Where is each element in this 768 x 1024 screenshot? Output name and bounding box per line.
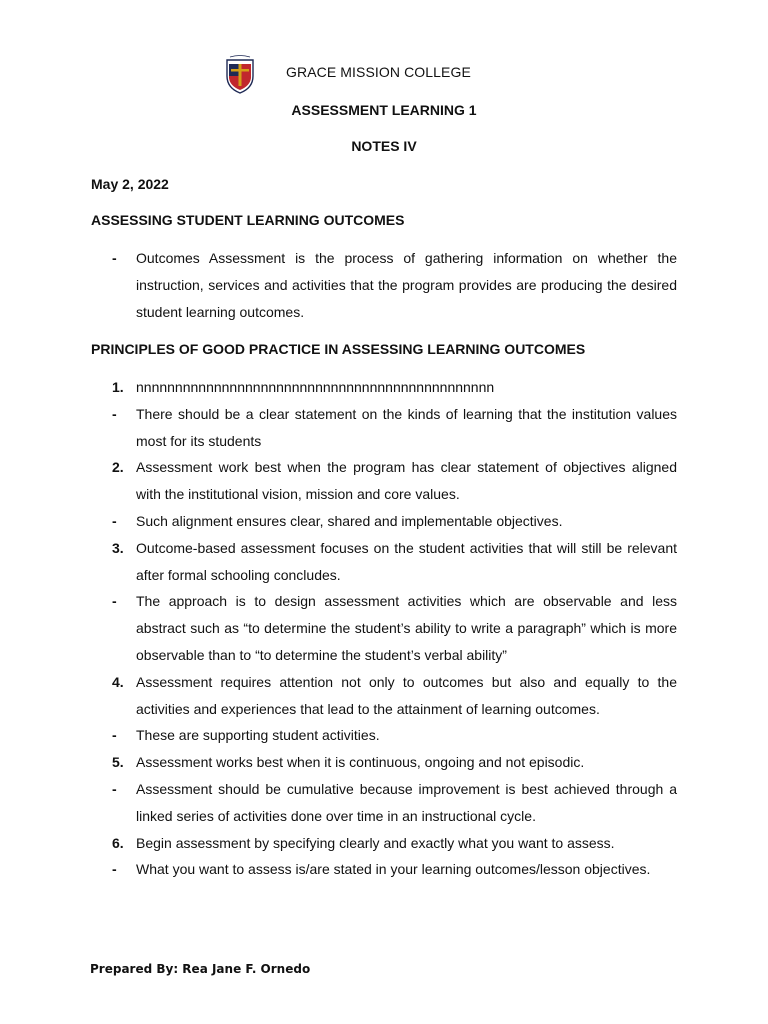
list-marker: 2.: [112, 459, 124, 476]
list-item: [91, 830, 677, 857]
list-item-text: What you want to assess is/are stated in your learning outcomes/lesson objectives.: [136, 861, 651, 878]
list-marker: 4.: [112, 673, 124, 690]
list-item: [91, 508, 677, 535]
college-name: GRACE MISSION COLLEGE: [286, 64, 471, 80]
bullet-marker: -: [112, 250, 117, 266]
list-item-text: Assessment work best when the program has clear statement of objectives aligned with the institutional vision, mission and core values.: [136, 459, 677, 503]
list-item-text: Such alignment ensures clear, shared and implementable objectives.: [136, 512, 563, 529]
list-marker: -: [112, 593, 117, 610]
list-item: [91, 749, 677, 776]
list-item: [91, 454, 677, 508]
list-item-text: Outcome-based assessment focuses on the student activities that will still be relevant after formal schooling concludes.: [136, 539, 677, 583]
document-date: May 2, 2022: [91, 176, 169, 192]
list-item-text: Assessment requires attention not only to outcomes but also and equally to the activities and experiences that lead to the attainment of learning outcomes.: [136, 673, 677, 717]
list-marker: -: [112, 727, 117, 744]
list-item: [91, 776, 677, 830]
list-marker: -: [112, 780, 117, 797]
list-item-text: There should be a clear statement on the kinds of learning that the institution values most for its students: [136, 405, 677, 449]
document-subtitle: NOTES IV: [351, 138, 417, 154]
list-item: [91, 856, 677, 883]
list-item-text: Assessment should be cumulative because improvement is best achieved through a linked series of activities done over time in an instructional cycle.: [136, 780, 677, 824]
section-principles-list: [91, 374, 677, 883]
section-heading-outcomes: ASSESSING STUDENT LEARNING OUTCOMES: [91, 212, 405, 228]
list-item: [91, 588, 677, 668]
list-item: [91, 374, 677, 401]
list-marker: 5.: [112, 754, 124, 771]
list-item-text: nnnnnnnnnnnnnnnnnnnnnnnnnnnnnnnnnnnnnnnnnnnnnn: [136, 379, 495, 395]
list-marker: -: [112, 405, 117, 422]
document-title: ASSESSMENT LEARNING 1: [291, 102, 477, 118]
list-item: [91, 669, 677, 723]
list-item-text: Outcomes Assessment is the process of gathering information on whether the instruction, services and activities that the program provides are producing the desired student learning outcomes.: [136, 250, 677, 320]
prepared-by-footer: Prepared By: Rea Jane F. Ornedo: [90, 962, 311, 976]
list-marker: -: [112, 861, 117, 878]
list-item: [91, 245, 677, 325]
list-marker: -: [112, 512, 117, 529]
section-outcomes-list: [91, 245, 677, 325]
list-item-text: The approach is to design assessment activities which are observable and less abstract such as “to determine the student’s ability to write a paragraph” which is more observable than to “to determine the student’s verbal ability”: [136, 593, 677, 663]
college-seal-icon: [224, 54, 256, 94]
list-item-text: Begin assessment by specifying clearly and exactly what you want to assess.: [136, 834, 615, 851]
list-item-text: Assessment works best when it is continuous, ongoing and not episodic.: [136, 754, 585, 771]
list-item: [91, 535, 677, 589]
list-item-text: These are supporting student activities.: [136, 727, 380, 744]
list-marker: 3.: [112, 539, 124, 556]
section-heading-principles: PRINCIPLES OF GOOD PRACTICE IN ASSESSING LEARNING OUTCOMES: [91, 341, 586, 357]
list-item: [91, 401, 677, 455]
list-marker: 6.: [112, 834, 124, 851]
list-marker: 1.: [112, 379, 124, 395]
list-item: [91, 722, 677, 749]
